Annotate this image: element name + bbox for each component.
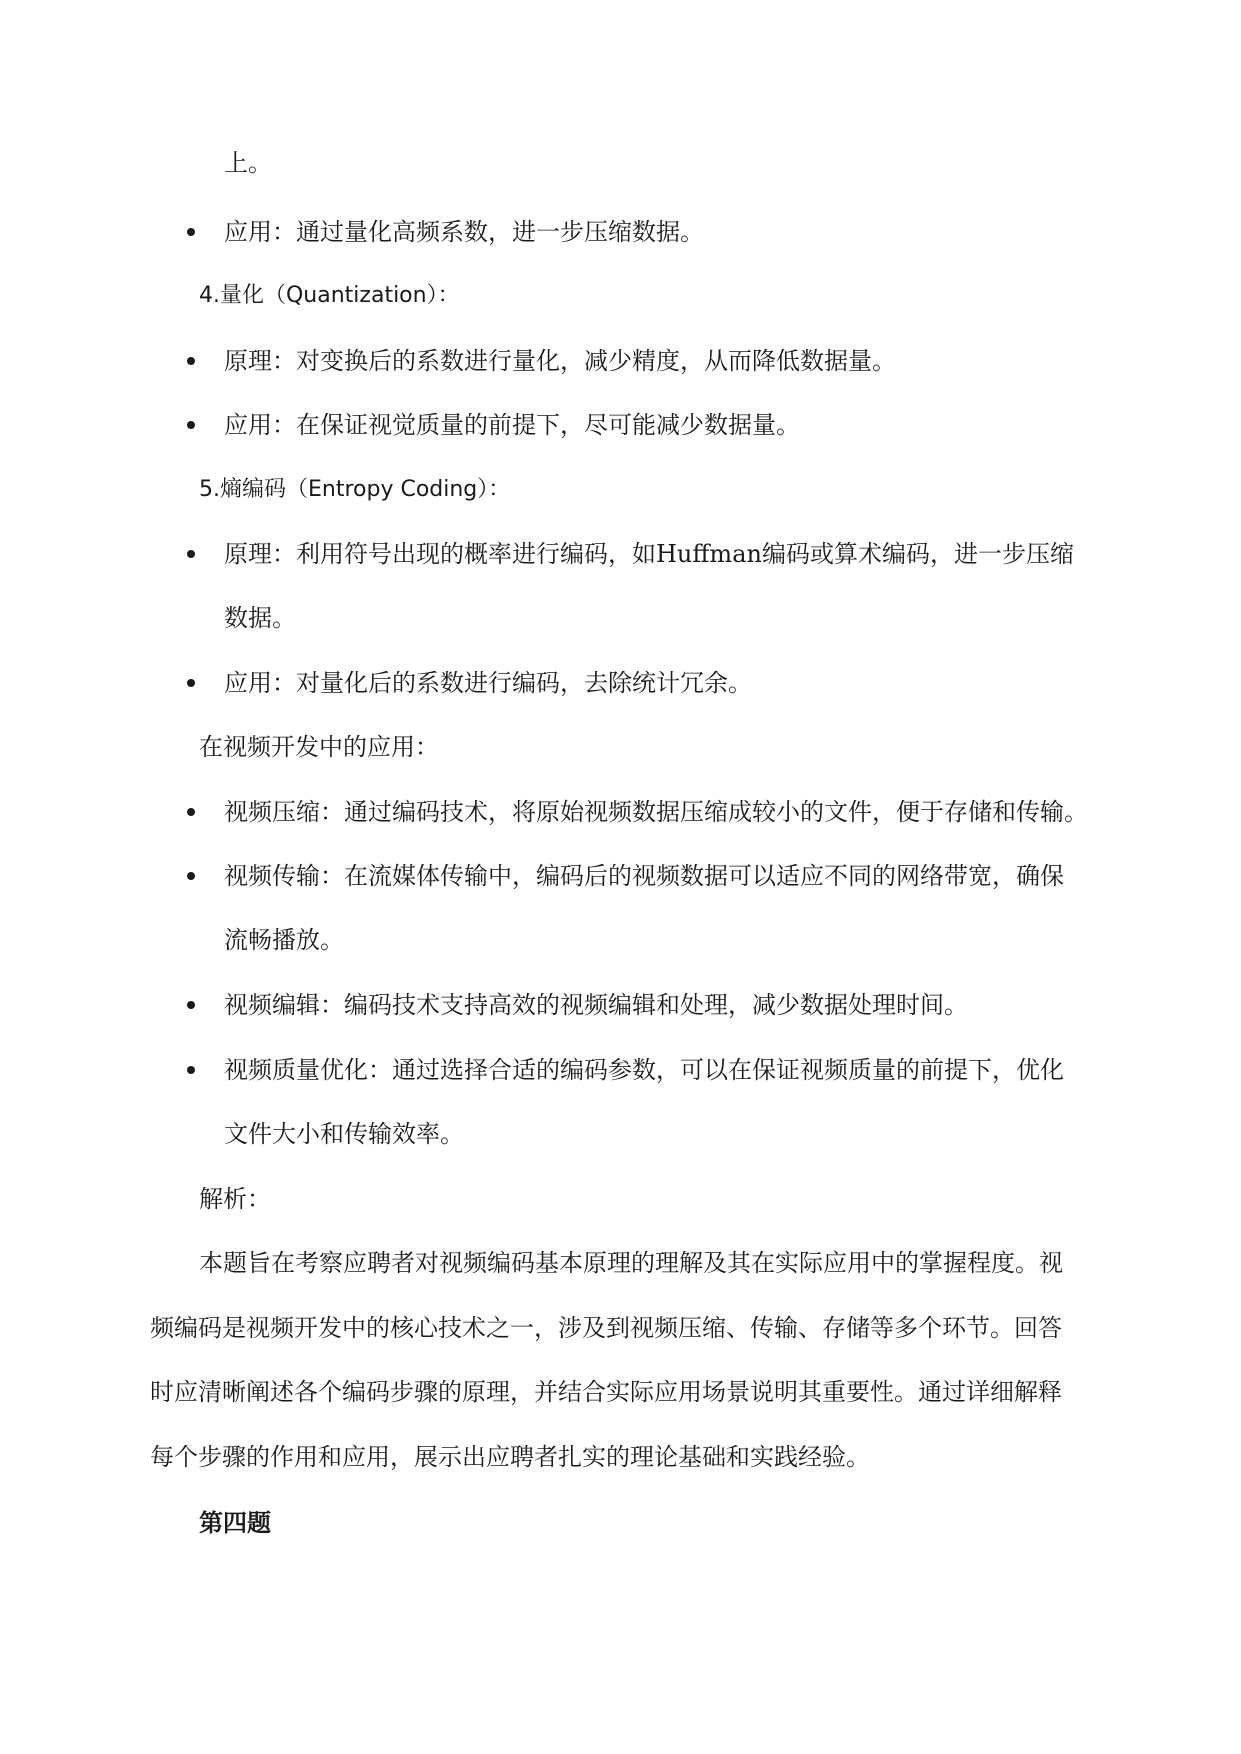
bullet-icon xyxy=(187,550,195,558)
bullet-icon xyxy=(187,421,195,429)
list-item: 原理：对变换后的系数进行量化，减少精度，从而降低数据量。 xyxy=(224,347,896,375)
question-heading: 第四题 xyxy=(199,1508,271,1537)
bullet-icon xyxy=(187,808,195,816)
section-heading: 5.熵编码（Entropy Coding）： xyxy=(199,477,511,502)
text-line: 上。 xyxy=(224,149,272,177)
section-heading: 4.量化（Quantization）： xyxy=(199,283,460,308)
list-item-continuation: 数据。 xyxy=(224,604,296,632)
paragraph: 在视频开发中的应用： xyxy=(199,733,439,761)
list-item: 视频传输：在流媒体传输中，编码后的视频数据可以适应不同的网络带宽，确保 xyxy=(224,862,1064,890)
paragraph: 本题旨在考察应聘者对视频编码基本原理的理解及其在实际应用中的掌握程度。视 xyxy=(199,1249,1063,1277)
bullet-icon xyxy=(187,1066,195,1074)
paragraph: 频编码是视频开发中的核心技术之一，涉及到视频压缩、传输、存储等多个环节。回答 xyxy=(150,1314,1062,1342)
bullet-icon xyxy=(187,228,195,236)
list-item: 应用：通过量化高频系数，进一步压缩数据。 xyxy=(224,218,704,246)
bullet-icon xyxy=(187,357,195,365)
bullet-icon xyxy=(187,679,195,687)
list-item-continuation: 文件大小和传输效率。 xyxy=(224,1120,464,1148)
list-item-continuation: 流畅播放。 xyxy=(224,926,344,954)
bullet-icon xyxy=(187,1001,195,1009)
list-item: 原理：利用符号出现的概率进行编码，如Huffman编码或算术编码，进一步压缩 xyxy=(224,540,1074,568)
list-item: 应用：在保证视觉质量的前提下，尽可能减少数据量。 xyxy=(224,411,800,439)
list-item: 视频编辑：编码技术支持高效的视频编辑和处理，减少数据处理时间。 xyxy=(224,991,968,1019)
list-item: 应用：对量化后的系数进行编码，去除统计冗余。 xyxy=(224,669,752,697)
paragraph: 时应清晰阐述各个编码步骤的原理，并结合实际应用场景说明其重要性。通过详细解释 xyxy=(150,1378,1062,1406)
paragraph: 解析： xyxy=(199,1185,271,1213)
paragraph: 每个步骤的作用和应用，展示出应聘者扎实的理论基础和实践经验。 xyxy=(150,1443,870,1471)
bullet-icon xyxy=(187,872,195,880)
list-item: 视频质量优化：通过选择合适的编码参数，可以在保证视频质量的前提下，优化 xyxy=(224,1056,1064,1084)
list-item: 视频压缩：通过编码技术，将原始视频数据压缩成较小的文件，便于存储和传输。 xyxy=(224,798,1088,826)
